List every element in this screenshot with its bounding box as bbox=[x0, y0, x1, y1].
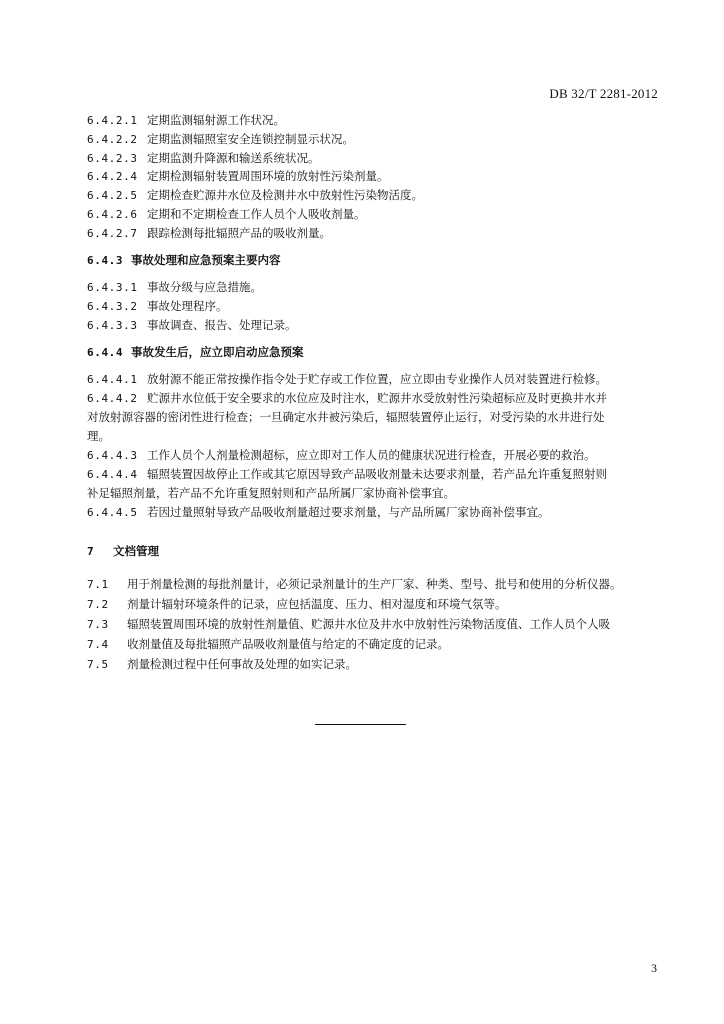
clause-text: 用于剂量检测的每批剂量计，必须记录剂量计的生产厂家、种类、型号、批号和使用的分析仪器。 bbox=[127, 577, 622, 591]
clause-6-4-4-2 bbox=[87, 390, 657, 407]
clause-text: 定期监测辐射源工作状况。 bbox=[147, 113, 285, 127]
clause-text: 工作人员个人剂量检测超标，应立即对工作人员的健康状况进行检查，开展必要的救治。 bbox=[147, 448, 596, 462]
clause-text: 剂量计辐射环境条件的记录，应包括温度、压力、相对湿度和环境气氛等。 bbox=[127, 597, 507, 611]
clause-text: 若因过量照射导致产品吸收剂量超过要求剂量，与产品所属厂家协商补偿事宜。 bbox=[147, 505, 550, 519]
clause-number: 6.4.2.5 bbox=[87, 189, 138, 202]
section-heading-6-4-3 bbox=[87, 252, 657, 269]
clause-text: 定期检测辐射装置周围环境的放射性污染剂量。 bbox=[147, 169, 389, 183]
clause-6-4-2-5 bbox=[87, 187, 657, 204]
section-number: 7 bbox=[87, 545, 95, 558]
section-title: 文档管理 bbox=[113, 544, 159, 558]
clause-6-4-4-2-continued bbox=[87, 409, 657, 425]
clause-6-4-4-1 bbox=[87, 371, 657, 388]
clause-number: 6.4.2.4 bbox=[87, 170, 138, 183]
clause-number: 6.4.3.2 bbox=[87, 300, 138, 313]
clause-6-4-4-2-continued bbox=[87, 428, 657, 444]
clause-text: 辐照装置因故停止工作或其它原因导致产品吸收剂量未达要求剂量，若产品允许重复照射则 bbox=[147, 467, 607, 481]
clause-number: 6.4.2.2 bbox=[87, 133, 138, 146]
clause-number: 6.4.4.3 bbox=[87, 449, 138, 462]
clause-6-4-2-1 bbox=[87, 112, 657, 129]
clause-text: 定期监测升降源和输送系统状况。 bbox=[147, 151, 320, 165]
clause-number: 7.4 bbox=[87, 638, 109, 651]
clause-text: 贮源井水位低于安全要求的水位应及时注水，贮源井水受放射性污染超标应及时更换井水并 bbox=[147, 391, 607, 405]
clause-6-4-3-2 bbox=[87, 298, 657, 315]
clause-text: 事故处理程序。 bbox=[147, 299, 228, 313]
clause-text: 收剂量值及每批辐照产品吸收剂量值与给定的不确定度的记录。 bbox=[127, 637, 449, 651]
section-number: 6.4.3 bbox=[87, 254, 124, 267]
clause-text: 定期和不定期检查工作人员个人吸收剂量。 bbox=[147, 207, 366, 221]
end-of-document-rule bbox=[315, 724, 406, 725]
clause-number: 6.4.3.3 bbox=[87, 319, 138, 332]
section-title: 事故发生后，应立即启动应急预案 bbox=[131, 345, 304, 359]
clause-text: 辐照装置周围环境的放射性剂量值、贮源井水位及井水中放射性污染物活度值、工作人员个人吸 bbox=[127, 617, 610, 631]
clause-6-4-2-7 bbox=[87, 225, 657, 242]
clause-text: 剂量检测过程中任何事故及处理的如实记录。 bbox=[127, 657, 357, 671]
clause-text: 定期监测辐照室安全连锁控制显示状况。 bbox=[147, 132, 354, 146]
clause-6-4-3-3 bbox=[87, 317, 657, 334]
clause-6-4-4-4-continued bbox=[87, 485, 657, 501]
clause-text: 补足辐照剂量，若产品不允许重复照射则和产品所属厂家协商补偿事宜。 bbox=[87, 486, 455, 500]
section-heading-7 bbox=[87, 543, 657, 560]
clause-7-3 bbox=[87, 616, 657, 633]
section-title: 事故处理和应急预案主要内容 bbox=[131, 253, 281, 267]
clause-number: 6.4.4.4 bbox=[87, 468, 138, 481]
clause-text: 事故调查、报告、处理记录。 bbox=[147, 318, 297, 332]
clause-number: 6.4.2.1 bbox=[87, 114, 138, 127]
clause-text: 事故分级与应急措施。 bbox=[147, 280, 262, 294]
clause-text: 放射源不能正常按操作指令处于贮存或工作位置，应立即由专业操作人员对装置进行检修。 bbox=[147, 372, 607, 386]
clause-6-4-2-4 bbox=[87, 168, 657, 185]
clause-text: 理。 bbox=[87, 429, 110, 443]
clause-7-1 bbox=[87, 576, 657, 593]
clause-6-4-4-5 bbox=[87, 504, 657, 521]
clause-6-4-4-4 bbox=[87, 466, 657, 483]
clause-text: 定期检查贮源井水位及检测井水中放射性污染物活度。 bbox=[147, 188, 423, 202]
clause-number: 6.4.4.1 bbox=[87, 373, 138, 386]
clause-number: 6.4.2.7 bbox=[87, 227, 138, 240]
clause-6-4-2-6 bbox=[87, 206, 657, 223]
clause-number: 6.4.4.5 bbox=[87, 506, 138, 519]
clause-number: 7.1 bbox=[87, 578, 109, 591]
clause-text: 对放射源容器的密闭性进行检查；一旦确定水井被污染后，辐照装置停止运行，对受污染的水井进行处 bbox=[87, 410, 605, 424]
page-number: 3 bbox=[651, 961, 657, 975]
clause-7-5 bbox=[87, 656, 657, 673]
clause-text: 跟踪检测每批辐照产品的吸收剂量。 bbox=[147, 226, 331, 240]
section-number: 6.4.4 bbox=[87, 346, 124, 359]
clause-number: 6.4.2.3 bbox=[87, 152, 138, 165]
clause-6-4-3-1 bbox=[87, 279, 657, 296]
clause-number: 7.2 bbox=[87, 598, 109, 611]
clause-number: 7.5 bbox=[87, 658, 109, 671]
clause-number: 7.3 bbox=[87, 618, 109, 631]
clause-6-4-4-3 bbox=[87, 447, 657, 464]
clause-number: 6.4.3.1 bbox=[87, 281, 138, 294]
clause-6-4-2-3 bbox=[87, 150, 657, 167]
document-code: DB 32/T 2281-2012 bbox=[549, 86, 658, 101]
clause-6-4-2-2 bbox=[87, 131, 657, 148]
clause-number: 6.4.2.6 bbox=[87, 208, 138, 221]
clause-7-2 bbox=[87, 596, 657, 613]
clause-7-4 bbox=[87, 636, 657, 653]
section-heading-6-4-4 bbox=[87, 344, 657, 361]
clause-number: 6.4.4.2 bbox=[87, 392, 138, 405]
